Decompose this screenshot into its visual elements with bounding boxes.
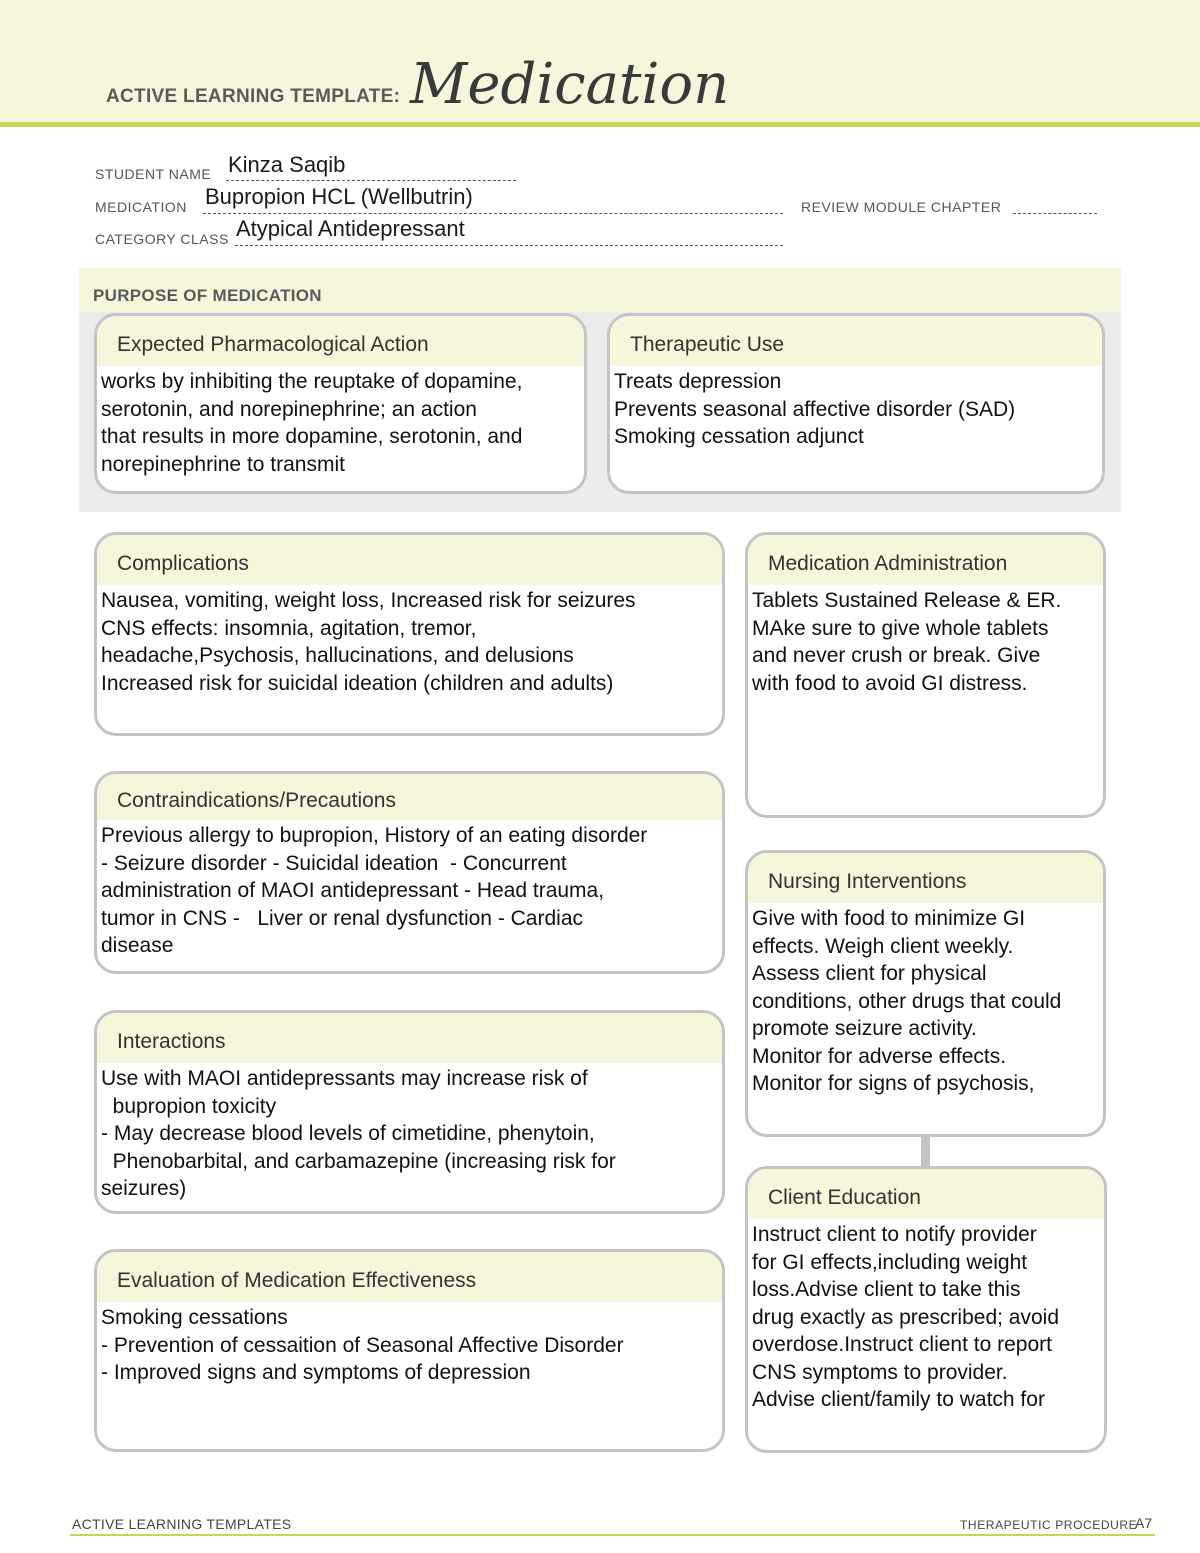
- text-line: with food to avoid GI distress.: [752, 671, 1028, 695]
- text-line: Nausea, vomiting, weight loss, Increased risk for seizures: [101, 589, 636, 612]
- template-label: ACTIVE LEARNING TEMPLATE:: [106, 86, 401, 107]
- text-line: headache,Psychosis, hallucinations, and delusions: [101, 644, 574, 667]
- text-line: Use with MAOI antidepressants may increase risk of: [101, 1067, 588, 1090]
- category-class-field[interactable]: Atypical Antidepressant: [236, 216, 465, 241]
- category-class-line: [235, 245, 783, 246]
- text-line: Monitor for signs of psychosis,: [752, 1072, 1035, 1095]
- header-rule: [0, 122, 1200, 127]
- text-line: CNS symptoms to provider.: [752, 1360, 1008, 1384]
- medication-label: MEDICATION: [95, 199, 187, 215]
- nursing-body[interactable]: [748, 903, 1103, 1098]
- text-line: Smoking cessations: [101, 1306, 288, 1329]
- text-line: Increased risk for suicidal ideation (children and adults): [101, 671, 614, 695]
- review-module-label: REVIEW MODULE CHAPTER: [801, 199, 1002, 215]
- text-line: Assess client for physical: [752, 962, 987, 985]
- page-number: A7: [1135, 1515, 1153, 1531]
- card-title: Nursing Interventions: [748, 853, 1103, 903]
- text-line: administration of MAOI antidepressant - Head trauma,: [101, 879, 605, 902]
- text-line: - Seizure disorder - Suicidal ideation - Concurrent: [101, 851, 567, 875]
- med-admin-body[interactable]: [748, 585, 1103, 697]
- text-line: overdose.Instruct client to report: [752, 1333, 1052, 1356]
- text-line: Treats depression: [614, 370, 782, 393]
- student-name-label: STUDENT NAME: [95, 166, 212, 182]
- card-connector: [921, 1136, 930, 1166]
- interactions-body[interactable]: [97, 1063, 722, 1203]
- text-line: - May decrease blood levels of cimetidine, phenytoin,: [101, 1122, 595, 1145]
- card-title: Interactions: [97, 1013, 722, 1063]
- card-title: Contraindications/Precautions: [97, 774, 722, 820]
- therapeutic-use-card: [607, 313, 1105, 494]
- complications-body[interactable]: [97, 585, 722, 697]
- purpose-label: PURPOSE OF MEDICATION: [93, 286, 322, 305]
- text-line: effects. Weigh client weekly.: [752, 934, 1014, 958]
- text-line: for GI effects,including weight: [752, 1250, 1028, 1274]
- footer-left: ACTIVE LEARNING TEMPLATES: [72, 1516, 292, 1532]
- text-line: Give with food to minimize GI: [752, 907, 1026, 930]
- page-title: Medication: [410, 52, 730, 117]
- medication-field[interactable]: Bupropion HCL (Wellbutrin): [205, 184, 473, 209]
- student-name-line: [226, 180, 516, 181]
- card-title: Complications: [97, 535, 722, 585]
- text-line: tumor in CNS - Liver or renal dysfunction - Cardiac: [101, 906, 584, 930]
- client-education-body[interactable]: [748, 1219, 1104, 1414]
- text-line: - Improved signs and symptoms of depression: [101, 1361, 531, 1384]
- text-line: MAke sure to give whole tablets: [752, 616, 1049, 640]
- evaluation-body[interactable]: [97, 1302, 722, 1387]
- category-class-label: CATEGORY CLASS: [95, 231, 229, 247]
- complications-card: [94, 532, 725, 736]
- card-title: Medication Administration: [748, 535, 1103, 585]
- text-line: works by inhibiting the reuptake of dopamine,: [101, 370, 523, 393]
- text-line: Instruct client to notify provider: [752, 1223, 1037, 1246]
- review-module-line[interactable]: [1013, 213, 1097, 214]
- card-title: Therapeutic Use: [610, 316, 1102, 366]
- student-name-field[interactable]: Kinza Saqib: [228, 152, 346, 177]
- interactions-card: [94, 1010, 725, 1214]
- pharm-action-card: [94, 313, 587, 494]
- text-line: loss.Advise client to take this: [752, 1278, 1021, 1301]
- text-line: norepinephrine to transmit: [101, 452, 345, 476]
- text-line: promote seizure activity.: [752, 1017, 977, 1040]
- text-line: drug exactly as prescribed; avoid: [752, 1305, 1059, 1329]
- text-line: disease: [101, 934, 174, 957]
- contraindications-body[interactable]: [97, 820, 722, 960]
- text-line: CNS effects: insomnia, agitation, tremor,: [101, 616, 477, 640]
- contraindications-card: [94, 771, 725, 974]
- footer-right: THERAPEUTIC PROCEDURE: [960, 1518, 1138, 1532]
- client-education-card: [745, 1166, 1107, 1453]
- text-line: - Prevention of cessaition of Seasonal Affective Disorder: [101, 1333, 624, 1357]
- text-line: bupropion toxicity: [101, 1094, 277, 1118]
- therapeutic-use-body[interactable]: [610, 366, 1102, 451]
- evaluation-card: [94, 1249, 725, 1452]
- footer-rule: [70, 1534, 1155, 1536]
- text-line: and never crush or break. Give: [752, 644, 1041, 667]
- text-line: Monitor for adverse effects.: [752, 1044, 1007, 1068]
- text-line: that results in more dopamine, serotonin, and: [101, 425, 523, 448]
- card-title: Evaluation of Medication Effectiveness: [97, 1252, 722, 1302]
- text-line: conditions, other drugs that could: [752, 989, 1062, 1013]
- card-title: Client Education: [748, 1169, 1104, 1219]
- text-line: Smoking cessation adjunct: [614, 425, 864, 448]
- text-line: Tablets Sustained Release & ER.: [752, 589, 1062, 612]
- medication-line: [203, 213, 783, 214]
- nursing-card: [745, 850, 1106, 1137]
- text-line: Phenobarbital, and carbamazepine (increasing risk for: [101, 1149, 616, 1173]
- card-title: Expected Pharmacological Action: [97, 316, 584, 366]
- pharm-action-body[interactable]: [97, 366, 584, 478]
- text-line: Advise client/family to watch for: [752, 1388, 1045, 1411]
- text-line: Prevents seasonal affective disorder (SAD): [614, 397, 1016, 421]
- med-admin-card: [745, 532, 1106, 818]
- text-line: seizures): [101, 1177, 187, 1200]
- text-line: Previous allergy to bupropion, History of an eating disorder: [101, 824, 648, 847]
- text-line: serotonin, and norepinephrine; an action: [101, 397, 477, 421]
